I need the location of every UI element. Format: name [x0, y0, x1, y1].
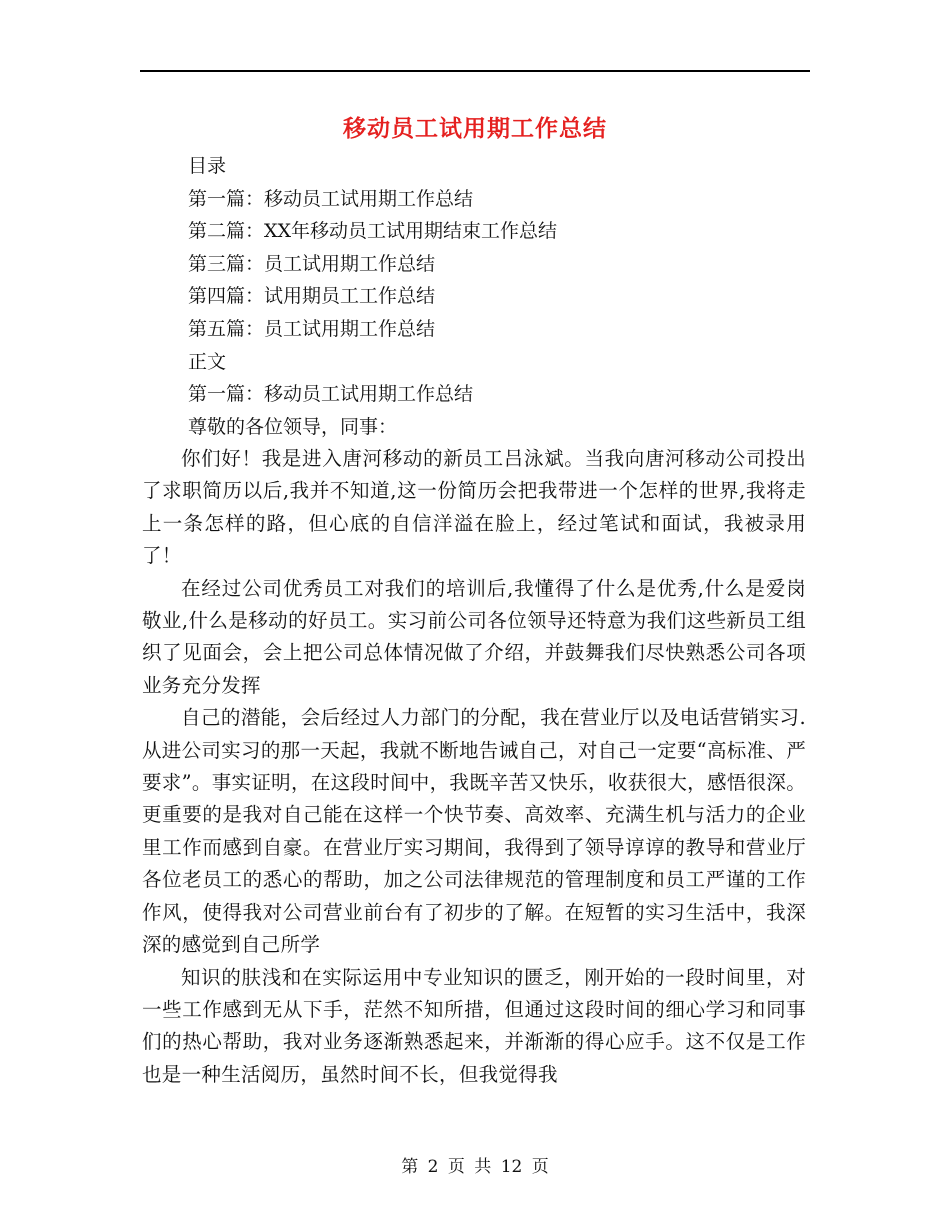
paragraph: 你们好！我是进入唐河移动的新员工吕泳斌。当我向唐河移动公司投出了求职简历以后,我并不知道,这一份简历会把我带进一个怎样的世界,我将走上一条怎样的路，但心底的自信洋溢在脸上，经过笔试和面试，我被录用了！ [142, 447, 806, 568]
document-title: 移动员工试用期工作总结 [343, 115, 607, 142]
table-of-contents [188, 150, 808, 443]
page-number: 第 2 页 共 12 页 [401, 1157, 549, 1177]
document-body [142, 443, 806, 1091]
toc-item-3: 第三篇：员工试用期工作总结 [188, 252, 436, 275]
toc-heading: 目录 [188, 155, 227, 177]
paragraph: 在经过公司优秀员工对我们的培训后,我懂得了什么是优秀,什么是爱岗敬业,什么是移动的好员工。实习前公司各位领导还特意为我们这些新员工组织了见面会，会上把公司总体情况做了介绍，并鼓舞我们尽快熟悉公司各项业务充分发挥 [142, 576, 806, 697]
salutation: 尊敬的各位领导，同事： [188, 415, 398, 438]
toc-item-4: 第四篇：试用期员工工作总结 [188, 285, 436, 308]
body-heading: 正文 [188, 350, 227, 373]
paragraph: 知识的肤浅和在实际运用中专业知识的匮乏，刚开始的一段时间里，对一些工作感到无从下手，茫然不知所措，但通过这段时间的细心学习和同事们的热心帮助，我对业务逐渐熟悉起来，并渐渐的得心应手。这不仅是工作也是一种生活阅历，虽然时间不长，但我觉得我 [142, 965, 806, 1086]
toc-item-5: 第五篇：员工试用期工作总结 [188, 317, 436, 340]
header-rule [140, 70, 810, 72]
section-heading: 第一篇：移动员工试用期工作总结 [188, 383, 474, 406]
paragraph: 自己的潜能，会后经过人力部门的分配，我在营业厅以及电话营销实习.从进公司实习的那一天起，我就不断地告诫自己，对自己一定要“高标准、严要求”。事实证明，在这段时间中，我既辛苦又快乐，收获很大，感悟很深。更重要的是我对自己能在这样一个快节奏、高效率、充满生机与活力的企业里工作而感到自豪。在营业厅实习期间，我得到了领导谆谆的教导和营业厅各位老员工的悉心的帮助，加之公司法律规范的管理制度和员工严谨的工作作风，使得我对公司营业前台有了初步的了解。在短暂的实习生活中，我深深的感觉到自己所学 [142, 706, 806, 957]
toc-item-2: 第二篇：XX年移动员工试用期结束工作总结 [188, 220, 558, 243]
toc-item-1: 第一篇：移动员工试用期工作总结 [188, 187, 474, 210]
